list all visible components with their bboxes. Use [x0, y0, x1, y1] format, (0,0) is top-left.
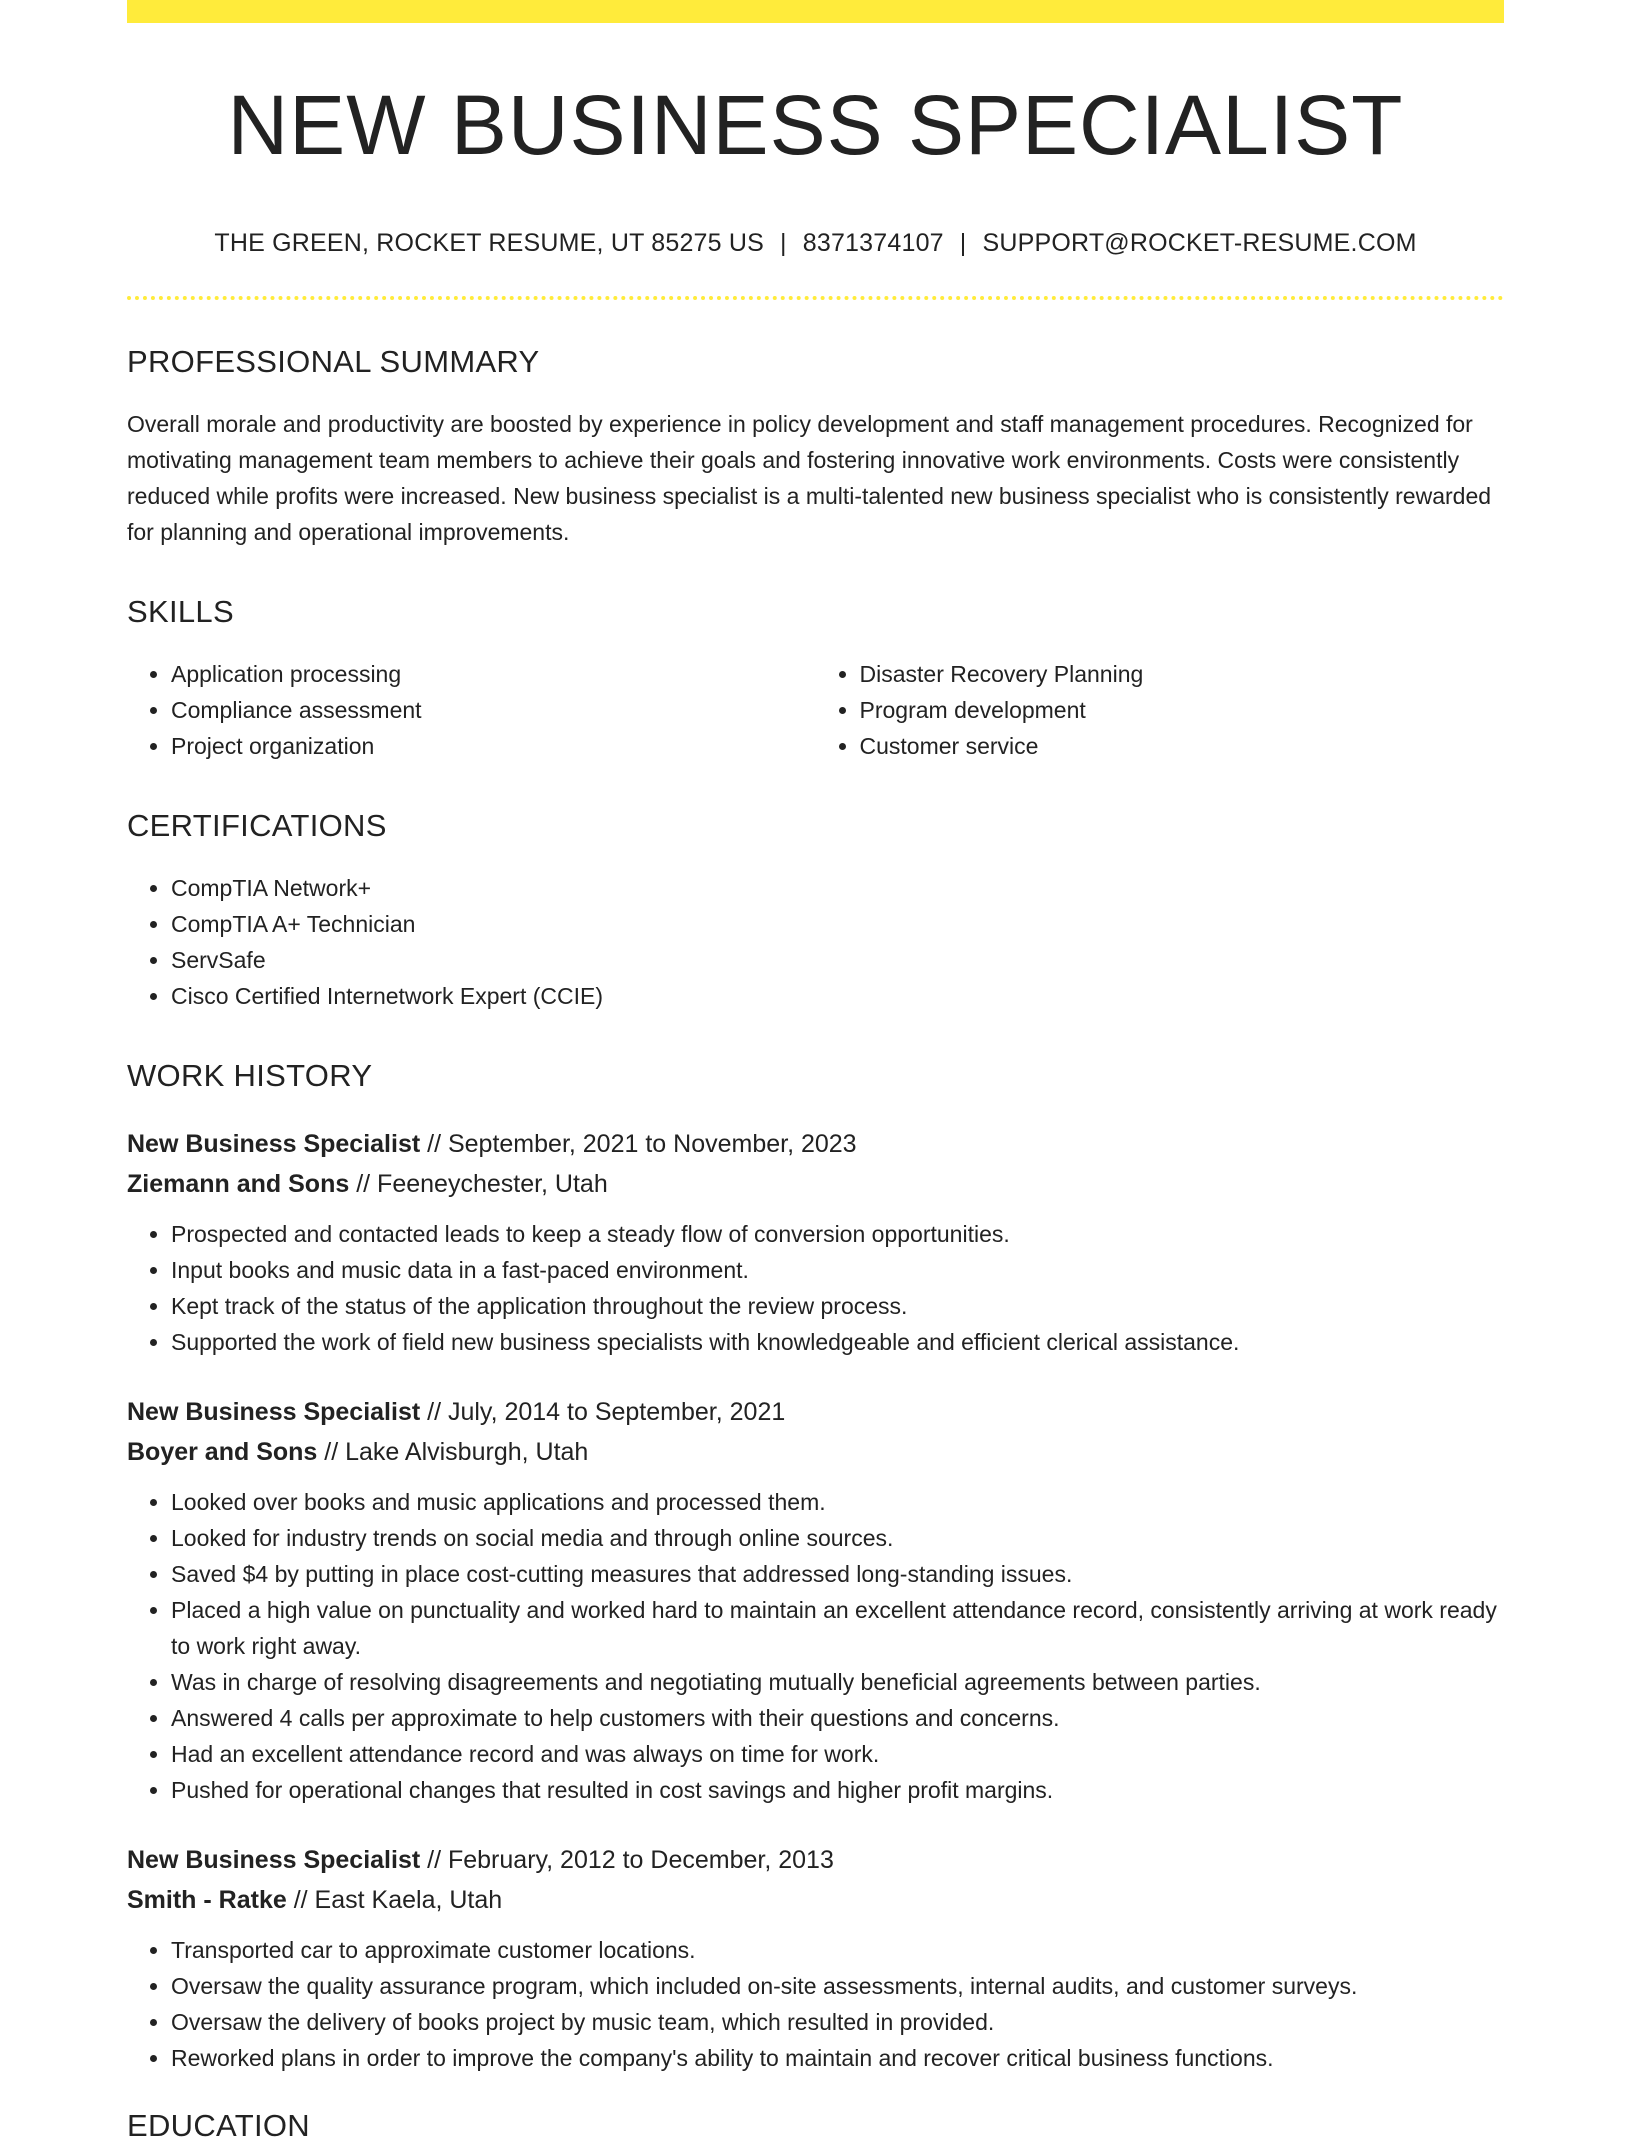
accent-top-bar	[127, 0, 1504, 23]
job-role-line	[127, 1124, 1504, 1164]
job-bullet: • Kept track of the status of the application throughout the review process.	[171, 1288, 1504, 1324]
job-bullet: • Saved $4 by putting in place cost-cutting measures that addressed long-standing issues.	[171, 1556, 1504, 1592]
skill-item: • Application processing	[171, 656, 816, 692]
job-entry	[127, 1124, 1504, 1360]
header-divider	[127, 296, 1504, 300]
skill-item: • Compliance assessment	[171, 692, 816, 728]
skill-item: • Disaster Recovery Planning	[860, 656, 1505, 692]
job-role: New Business Specialist	[127, 1398, 421, 1427]
job-location: // Lake Alvisburgh, Utah	[324, 1438, 589, 1467]
job-location: // East Kaela, Utah	[293, 1886, 503, 1915]
job-role-line	[127, 1392, 1504, 1432]
job-bullet: • Input books and music data in a fast-paced environment.	[171, 1252, 1504, 1288]
job-bullets	[127, 1932, 1504, 2076]
skill-item: • Program development	[860, 692, 1505, 728]
certification-item: • Cisco Certified Internetwork Expert (CCIE)	[171, 978, 1504, 1014]
job-bullet: • Oversaw the quality assurance program, which included on-site assessments, internal audits, and customer surveys.	[171, 1968, 1504, 2004]
job-bullet: • Answered 4 calls per approximate to help customers with their questions and concerns.	[171, 1700, 1504, 1736]
contact-address: THE GREEN, ROCKET RESUME, UT 85275 US	[214, 229, 765, 258]
job-location: // Feeneychester, Utah	[356, 1170, 608, 1199]
certifications-list	[127, 870, 1504, 1014]
job-dates: // February, 2012 to December, 2013	[427, 1846, 834, 1875]
job-bullet: • Placed a high value on punctuality and worked hard to maintain an excellent attendance record, consistently arriving at work ready to work right away.	[171, 1592, 1504, 1664]
contact-line	[127, 229, 1504, 258]
education-heading: EDUCATION	[127, 2108, 310, 2144]
job-bullet: • Was in charge of resolving disagreements and negotiating mutually beneficial agreements between parties.	[171, 1664, 1504, 1700]
resume-title: NEW BUSINESS SPECIALIST	[227, 78, 1404, 172]
job-dates: // September, 2021 to November, 2023	[427, 1130, 857, 1159]
job-entry	[127, 1840, 1504, 2076]
job-company: Smith - Ratke	[127, 1886, 287, 1915]
summary-text: Overall morale and productivity are boosted by experience in policy development and staff management procedures. Recognized for motivating management team members to achieve their goals and fostering innovative work environments. Costs were consistently reduced while profits were increased. New business specialist is a multi-talented new business specialist who is consistently rewarded for planning and operational improvements.	[127, 411, 1492, 546]
skills-columns	[127, 656, 1504, 764]
skills-list-right	[816, 656, 1505, 764]
job-role: New Business Specialist	[127, 1130, 421, 1159]
job-dates: // July, 2014 to September, 2021	[427, 1398, 786, 1427]
job-bullet: • Had an excellent attendance record and was always on time for work.	[171, 1736, 1504, 1772]
job-company-line	[127, 1164, 1504, 1204]
job-role-line	[127, 1840, 1504, 1880]
summary-heading: PROFESSIONAL SUMMARY	[127, 344, 540, 380]
skills-list-left	[127, 656, 816, 764]
job-role: New Business Specialist	[127, 1846, 421, 1875]
resume-content	[127, 23, 1504, 2144]
certifications-heading: CERTIFICATIONS	[127, 808, 387, 844]
contact-separator: |	[959, 229, 967, 258]
job-bullets	[127, 1484, 1504, 1808]
job-bullets	[127, 1216, 1504, 1360]
job-bullet: • Oversaw the delivery of books project by music team, which resulted in provided.	[171, 2004, 1504, 2040]
job-bullet: • Reworked plans in order to improve the company's ability to maintain and recover critical business functions.	[171, 2040, 1504, 2076]
skill-item: • Customer service	[860, 728, 1505, 764]
contact-separator: |	[780, 229, 787, 258]
work-history-heading: WORK HISTORY	[127, 1058, 373, 1094]
certification-item: • CompTIA Network+	[171, 870, 1504, 906]
skills-heading: SKILLS	[127, 594, 234, 630]
job-company: Ziemann and Sons	[127, 1170, 350, 1199]
contact-phone: 8371374107	[802, 229, 944, 258]
job-company-line	[127, 1432, 1504, 1472]
job-bullet: • Supported the work of field new business specialists with knowledgeable and efficient clerical assistance.	[171, 1324, 1504, 1360]
job-bullet: • Looked over books and music applications and processed them.	[171, 1484, 1504, 1520]
job-bullet: • Looked for industry trends on social media and through online sources.	[171, 1520, 1504, 1556]
certification-item: • ServSafe	[171, 942, 1504, 978]
job-entry	[127, 1392, 1504, 1808]
job-bullet: • Prospected and contacted leads to keep a steady flow of conversion opportunities.	[171, 1216, 1504, 1252]
job-company-line	[127, 1880, 1504, 1920]
job-bullet: • Transported car to approximate customer locations.	[171, 1932, 1504, 1968]
job-company: Boyer and Sons	[127, 1438, 318, 1467]
certification-item: • CompTIA A+ Technician	[171, 906, 1504, 942]
skill-item: • Project organization	[171, 728, 816, 764]
job-bullet: • Pushed for operational changes that resulted in cost savings and higher profit margins.	[171, 1772, 1504, 1808]
contact-email: SUPPORT@ROCKET-RESUME.COM	[982, 229, 1417, 258]
